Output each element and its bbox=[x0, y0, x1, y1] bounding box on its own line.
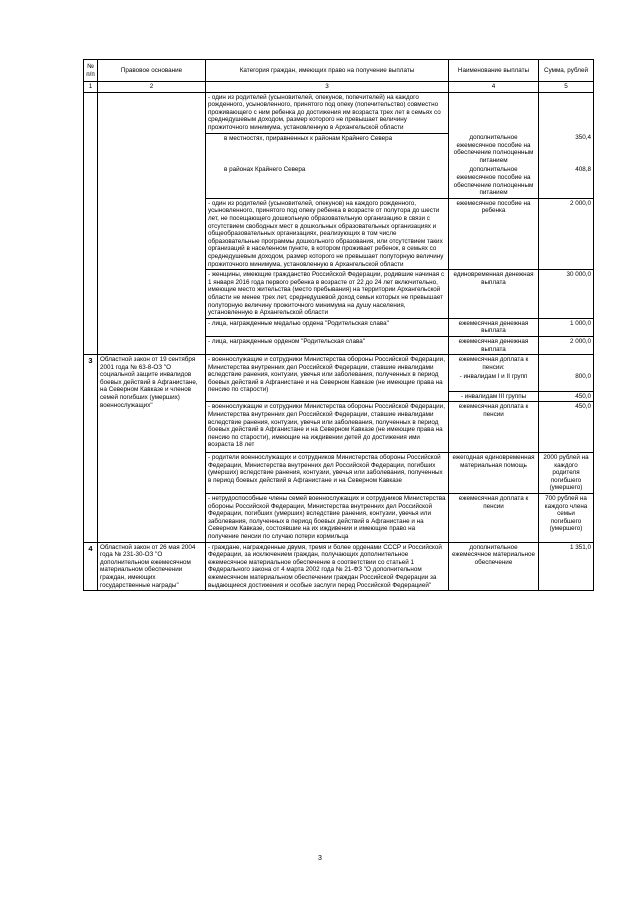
cell-category: - военнослужащие и сотрудники Министерства обороны Российской Федерации, Министерства внутренних дел Российской Федерации, ставшие инвалидами вследствие ранения, контузии, увечья или заболевания, полученных в период боевых действий в Афганистане и на Северном Кавказе (не имеющие права на пенсию по старости), имеющие на иждивении детей до достижения ими возраста 18 лет bbox=[206, 402, 449, 453]
cell-amount: 408,8 bbox=[539, 165, 594, 198]
header-no: № п/п bbox=[84, 60, 98, 82]
cell-basis: Областной закон от 26 мая 2004 года № 231-30-ОЗ "О дополнительном ежемесячном материальном обеспечении граждан, имеющих государственные награды" bbox=[98, 542, 206, 591]
cell-payment: ежемесячная денежная выплата bbox=[449, 318, 539, 336]
cell-category: в районах Крайнего Севера bbox=[206, 165, 449, 198]
cell-no bbox=[84, 92, 98, 355]
cell-amount: 800,0 bbox=[539, 372, 594, 391]
cell-category: - родители военнослужащих и сотрудников Министерства обороны Российской Федерации, Министерства внутренних дел Российской Федерации, погибших (умерших) вследствие ранения, контузии, увечья или заболевания, полученных в период боевых действий в Афганистане и на Северном Кавказе bbox=[206, 453, 449, 494]
header-payment: Наименование выплаты bbox=[449, 60, 539, 82]
cell-payment: ежегодная единовременная материальная помощь bbox=[449, 453, 539, 494]
cell-payment: дополнительное ежемесячное материальное обеспечение bbox=[449, 542, 539, 591]
column-number: 1 bbox=[84, 82, 98, 93]
cell-payment: - инвалидам III группы bbox=[449, 391, 539, 402]
header-category: Категория граждан, имеющих право на получение выплаты bbox=[206, 60, 449, 82]
cell-payment: дополнительное ежемесячное пособие на обеспечение полноценным питанием bbox=[449, 165, 539, 198]
cell-category: в местностях, приравненных к районам Крайнего Севера bbox=[206, 133, 449, 165]
cell-category: - лица, награжденные медалью ордена "Родительская слава" bbox=[206, 318, 449, 336]
table-row bbox=[84, 355, 594, 373]
cell-amount: 450,0 bbox=[539, 402, 594, 453]
column-number: 2 bbox=[98, 82, 206, 93]
cell-payment: - инвалидам I и II групп bbox=[449, 372, 539, 391]
header-row bbox=[84, 60, 594, 82]
cell-amount: 2000 рублей на каждого родителя погибшего (умершего) bbox=[539, 453, 594, 494]
cell-payment: ежемесячная денежная выплата bbox=[449, 336, 539, 354]
cell-amount: 700 рублей на каждого члена семьи погибшего (умершего) bbox=[539, 494, 594, 543]
cell-basis: Областной закон от 19 сентября 2001 года № 63-8-ОЗ "О социальной защите инвалидов боевых действий в Афганистане, на Северном Кавказе и членов семей погибших (умерших) военнослужащих" bbox=[98, 355, 206, 542]
cell-payment: ежемесячная доплата к пенсии: bbox=[449, 355, 539, 373]
cell-amount: 30 000,0 bbox=[539, 270, 594, 319]
cell-category: - один из родителей (усыновителей, опекунов, попечителей) на каждого рожденного, усыновленного, принятого под опеку (попечительство) совместно проживающего с ним ребенка до достижения им возраста трех лет в семьях со среднедушевым доходом, размер которого не превышает величину прожиточного минимума, установленную в Архангельской области bbox=[206, 92, 449, 133]
cell-category: - нетрудоспособные члены семей военнослужащих и сотрудников Министерства обороны Российской Федерации, Министерства внутренних дел Российской Федерации, погибших (умерших) вследствие ранения, контузии, увечья или заболевания, полученных в период боевых действий в Афганистане и на Северном Кавказе, состоявшие на их иждивении и имеющие право на получение пенсии по случаю потери кормильца bbox=[206, 494, 449, 543]
benefits-table bbox=[83, 59, 594, 591]
cell-amount: 450,0 bbox=[539, 391, 594, 402]
table-row bbox=[84, 542, 594, 591]
cell-category: - женщины, имеющие гражданство Российской Федерации, родившие начиная с 1 января 2016 года первого ребенка в возрасте от 22 до 24 лет включительно, имеющие место жительства (место пребывания) на территории Архангельской области не менее трех лет, среднедушевой доход семьи которых не превышает полуторную величину прожиточного минимума на душу населения, установленную в Архангельской области bbox=[206, 270, 449, 319]
cell-amount: 1 000,0 bbox=[539, 318, 594, 336]
column-number-row bbox=[84, 82, 594, 93]
cell-category: - лица, награжденные орденом "Родительская слава" bbox=[206, 336, 449, 354]
cell-basis bbox=[98, 92, 206, 355]
page-number: 3 bbox=[318, 855, 322, 862]
header-amount: Сумма, рублей bbox=[539, 60, 594, 82]
cell-amount: 2 000,0 bbox=[539, 336, 594, 354]
cell-no: 3 bbox=[84, 355, 98, 542]
header-basis: Правовое основание bbox=[98, 60, 206, 82]
cell-category: - военнослужащие и сотрудники Министерства обороны Российской Федерации, Министерства внутренних дел Российской Федерации, ставшие инвалидами вследствие ранения, контузии, увечья или заболевания, полученных в период боевых действий в Афганистане и на Северном Кавказе (не имеющие права на пенсию по старости) bbox=[206, 355, 449, 402]
cell-payment: ежемесячная доплата к пенсии bbox=[449, 494, 539, 543]
column-number: 4 bbox=[449, 82, 539, 93]
cell-category: - один из родителей (усыновителей, опекунов) на каждого рожденного, усыновленного, принятого под опеку ребенка в возрасте от полутора до шести лет, не посещающего дошкольную образовательную организацию в связи с отсутствием свободных мест в дошкольных образовательных организациях и общеобразовательных организациях, реализующих в том числе образовательные программы дошкольного образования, или отсутствием таких организаций в населенном пункте, в котором проживает ребенок, в семьях со среднедушевым доходом, размер которого не превышает полуторную величину прожиточного минимума, установленную в Архангельской области bbox=[206, 198, 449, 269]
table-row bbox=[84, 92, 594, 133]
column-number: 3 bbox=[206, 82, 449, 93]
cell-amount: 1 351,0 bbox=[539, 542, 594, 591]
cell-category: - граждане, награжденные двумя, тремя и более орденами СССР и Российской Федерации, за исключением граждан, получающих дополнительное ежемесячное материальное обеспечение в соответствии со статьей 1 Федерального закона от 4 марта 2002 года № 21-ФЗ "О дополнительном ежемесячном материальном обеспечении граждан Российской Федерации за выдающиеся достижения и особые заслуги перед Российской Федерацией" bbox=[206, 542, 449, 591]
cell-no: 4 bbox=[84, 542, 98, 591]
cell-amount: 2 000,0 bbox=[539, 198, 594, 269]
cell-amount: 350,4 bbox=[539, 133, 594, 165]
cell-payment: ежемесячная доплата к пенсии bbox=[449, 402, 539, 453]
cell-payment: единовременная денежная выплата bbox=[449, 270, 539, 319]
cell-payment: дополнительное ежемесячное пособие на обеспечение полноценным питанием bbox=[449, 133, 539, 165]
cell-payment: ежемесячное пособие на ребенка bbox=[449, 198, 539, 269]
column-number: 5 bbox=[539, 82, 594, 93]
